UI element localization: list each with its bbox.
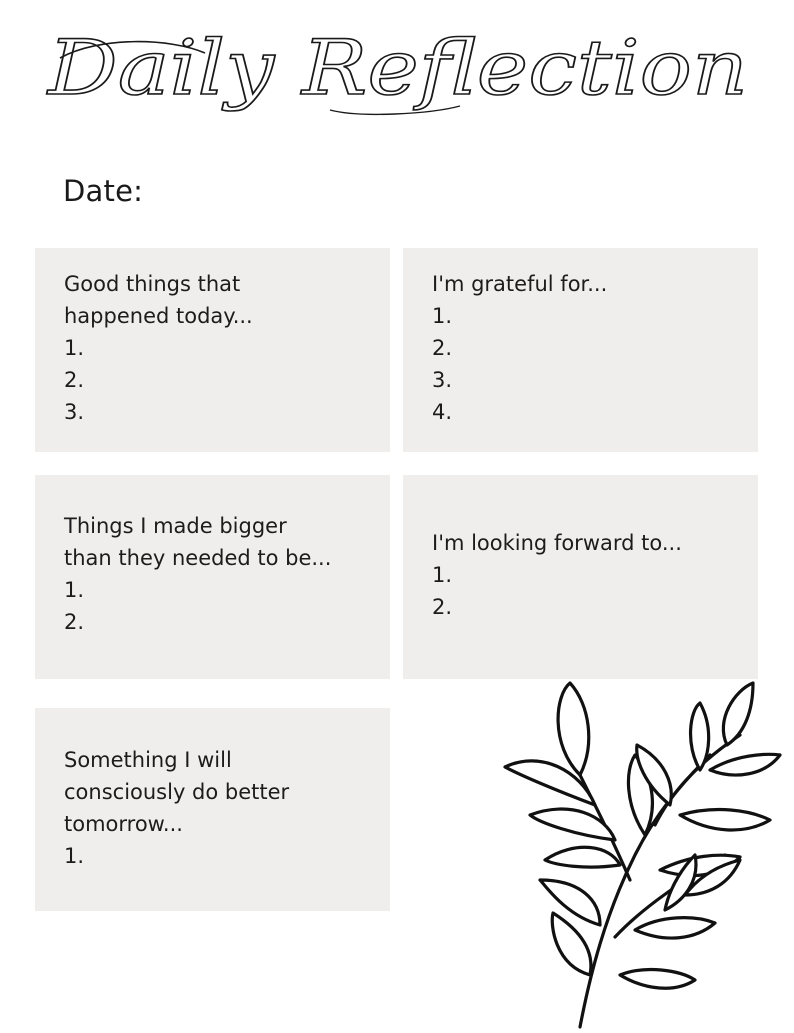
list-item-number: 2.	[64, 368, 85, 392]
box-line: Something I will	[64, 748, 232, 772]
box-line: Good things that	[64, 272, 241, 296]
list-item-number: 2.	[432, 595, 453, 619]
list-item-number: 1.	[64, 578, 85, 602]
made-bigger-box	[35, 475, 390, 679]
box-line: consciously do better	[64, 780, 290, 804]
list-item-number: 3.	[64, 400, 85, 424]
page-title-text: Daily Reflection	[45, 23, 749, 112]
looking-forward-box	[403, 475, 758, 679]
do-better-box	[35, 708, 390, 911]
list-item-number: 2.	[64, 610, 85, 634]
list-item-number: 1.	[64, 844, 85, 868]
list-item-number: 1.	[432, 563, 453, 587]
box-line: I'm grateful for...	[432, 272, 608, 296]
box-line: than they needed to be...	[64, 546, 332, 570]
box-line: Things I made bigger	[64, 514, 287, 538]
list-item-number: 1.	[432, 304, 453, 328]
page-title	[30, 18, 770, 128]
box-line: I'm looking forward to...	[432, 531, 682, 555]
list-item-number: 4.	[432, 400, 453, 424]
box-line: tomorrow...	[64, 812, 183, 836]
box-line: happened today...	[64, 304, 253, 328]
list-item-number: 2.	[432, 336, 453, 360]
date-label: Date:	[63, 174, 144, 208]
grateful-for-box	[403, 248, 758, 452]
list-item-number: 1.	[64, 336, 85, 360]
list-item-number: 3.	[432, 368, 453, 392]
good-things-box	[35, 248, 390, 452]
leaf-sprig-icon	[495, 675, 785, 1030]
